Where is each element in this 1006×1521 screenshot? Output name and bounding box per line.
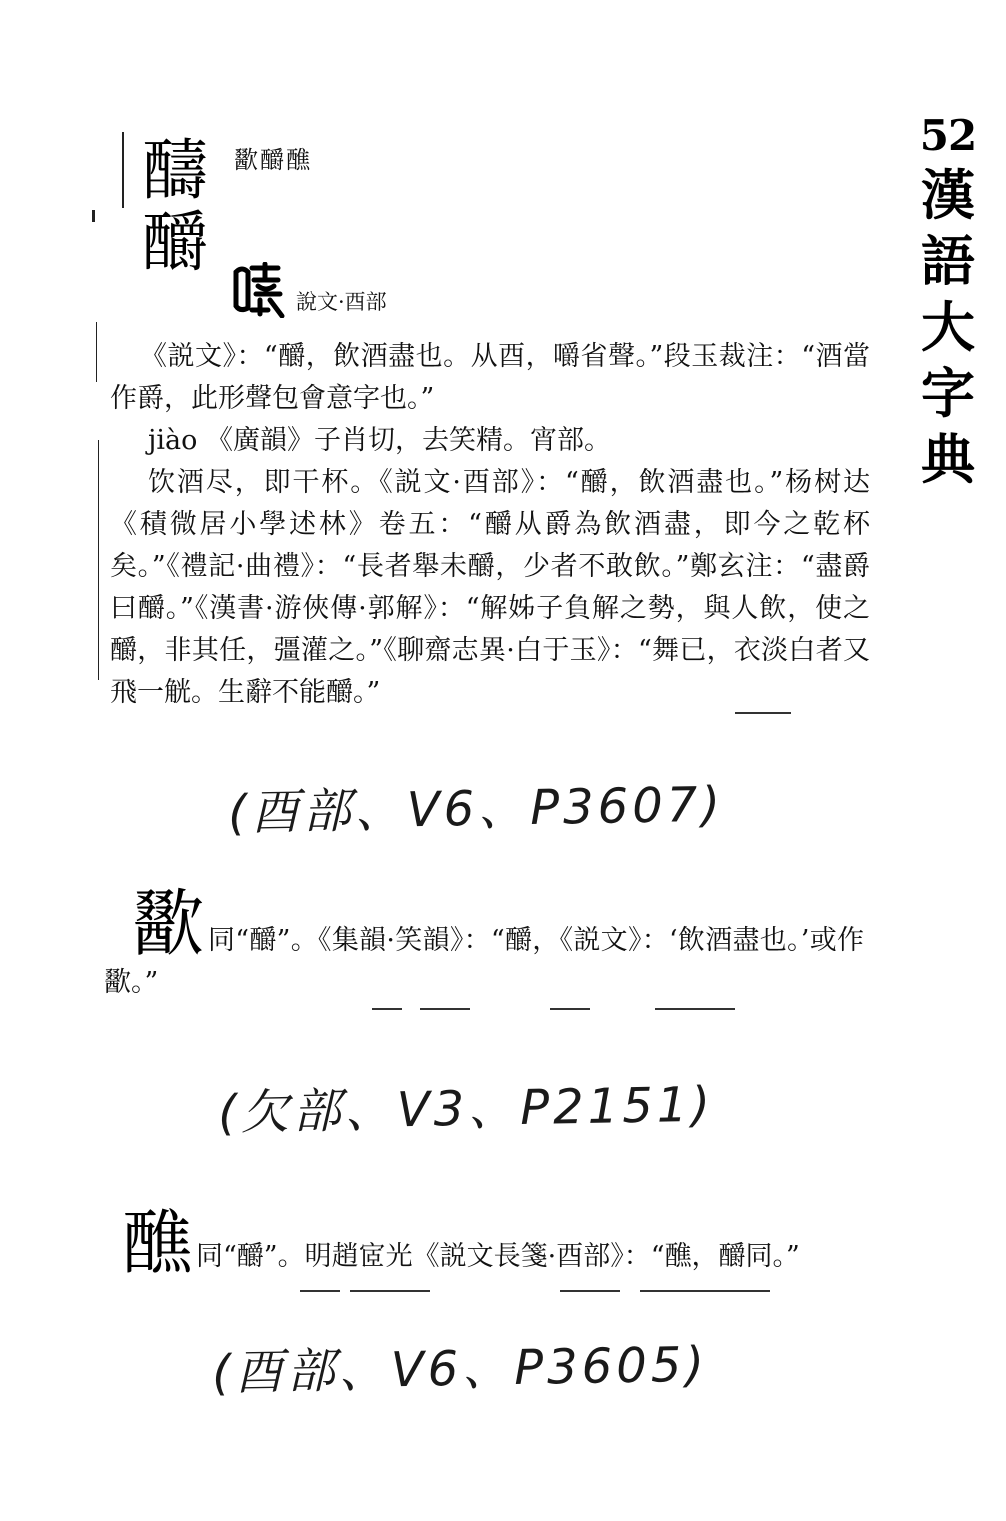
title-char: 典 [921,427,975,491]
handwritten-note: (欠部、V3、P2151) [217,1076,715,1142]
paragraph-text: 同“釂”。《集韻·笑韻》：“釂，《説文》：‘飲酒盡也。’或作歠。” [104,925,864,998]
margin-rule [98,440,99,680]
scan-rule [350,1290,430,1292]
title-char: 大 [921,295,975,359]
pronunciation-paragraph [110,420,870,462]
scan-rule [420,1008,470,1010]
scan-rule [372,1008,402,1010]
shuowen-quote-paragraph [110,336,870,420]
entry-definition [196,1236,876,1278]
entry-definition [104,920,864,1004]
entry-head-char-variant: 醻 [142,132,208,209]
paragraph-text: 《説文》：“釂，飲酒盡也。从酉，嚼省聲。”段玉裁注：“酒當作爵，此形聲包會意字也。” [110,341,870,414]
entry-head-char: 釂 [142,204,208,281]
margin-rule [92,210,95,222]
handwritten-note: (酉部、V6、P3605) [211,1336,709,1402]
scan-rule [655,1008,735,1010]
paragraph-text: jiào 《廣韻》子肖切，去笑精。宵部。 [148,425,611,456]
title-char: 字 [921,361,975,425]
entry-head-char: 歠 [132,882,205,966]
paragraph-text: 同“釂”。明趙宧光《説文長箋·酉部》：“醮，釂同。” [196,1241,800,1272]
handwritten-note: (酉部、V6、P3607) [227,776,725,842]
scan-rule [735,712,791,714]
seal-script-glyph [230,262,288,318]
margin-rule [122,132,124,208]
margin-rule [96,322,97,382]
variant-characters: 歠釂醮 [234,146,312,174]
entry-head-char: 醮 [122,1202,192,1284]
dictionary-title-block [908,110,988,492]
paragraph-text: 饮酒尽，即干杯。《説文·酉部》：“釂，飲酒盡也。”杨树达《積微居小學述林》卷五：“釂从爵為飲酒盡，即今之乾杯矣。”《禮記·曲禮》：“長者舉未釂，少者不敢飲。”鄭玄注：“盡爵曰釂。”《漢書·游俠傳·郭解》：“解姊子負解之勢，與人飲，使之釂，非其任，彊灌之。”《聊齋志異·白于玉》：“舞已，衣淡白者又飛一觥。生辭不能釂。” [110,467,870,708]
title-char: 語 [921,229,975,293]
scan-rule [560,1290,620,1292]
scan-rule [640,1290,770,1292]
page-number: 52 [919,111,977,160]
title-char: 漢 [921,163,975,227]
definition-paragraph [110,462,870,714]
scan-rule [550,1008,590,1010]
scan-rule [300,1290,340,1292]
source-tag: 說文·酉部 [296,290,387,314]
